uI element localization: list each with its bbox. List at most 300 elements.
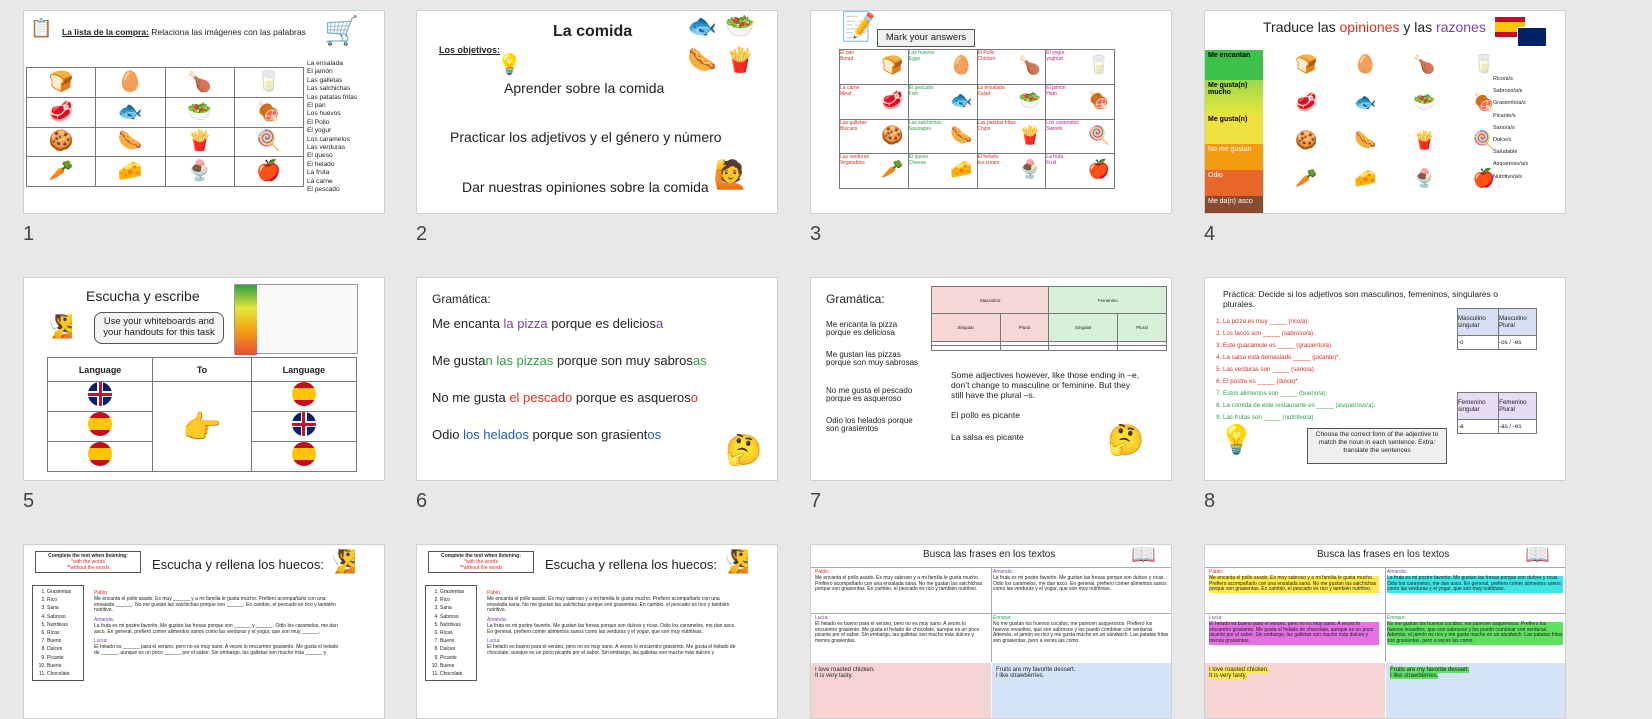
shopping-cart-icon: 🛒 bbox=[324, 15, 359, 46]
word-item: El pan bbox=[307, 102, 326, 110]
answer-cell bbox=[908, 50, 977, 85]
sweets-icon: 🍭 bbox=[1087, 124, 1110, 145]
cookies-icon: 🍪 bbox=[881, 124, 904, 145]
slide-number: 6 bbox=[416, 490, 428, 512]
text-enrique: Enrique: No me gustan los huevos cocidos, me parecen asquerosos. Prefiero los huevos revueltos, que son sabrosos y los puedo combinar con verduras. Además, el jamón es rico y me gusta mucho en un sándwich. Las patatas fritas son grasientas, pero a veces las como. bbox=[993, 615, 1169, 644]
word-bank-item: 1. Grasientas bbox=[440, 588, 474, 596]
fruit-icon: 🍎 bbox=[1472, 168, 1495, 188]
slide-cell-1 bbox=[23, 10, 385, 245]
shopping-list-icon: 📋 bbox=[30, 18, 53, 38]
spanish-word: La ensalada bbox=[977, 84, 1005, 91]
language-header-left: Language bbox=[48, 358, 153, 382]
meat-icon: 🥩 bbox=[881, 89, 904, 110]
meat-icon: 🥩 bbox=[1295, 92, 1318, 112]
slide-cell-7 bbox=[810, 277, 1172, 512]
language-table bbox=[47, 357, 357, 472]
spanish-word: Las verduras bbox=[840, 154, 869, 161]
english-word: Biscuits bbox=[840, 125, 858, 132]
slide-thumbnail-5[interactable] bbox=[23, 277, 385, 481]
word-bank-item: 11. Chocolate bbox=[440, 670, 474, 678]
opinion-row: Me da(n) asco bbox=[1205, 196, 1263, 214]
text-pablo: Pablo: Me encanta el pollo asado. Es muy sabroso y a mi familia le gusta mucho. Prefiero acompañarlo con una ensalada sana. No me gustan las salchichas porque son grasientas. En cambio, el pescado es rico y también nutritivo. bbox=[815, 569, 983, 593]
text-lucia: Lucía: El helado es bueno para el verano, pero no es muy sano. A veces lo encuentro grasiento. Me gusta el helado de chocolate, aunque es un poco picante por el sabor. Sin embargo, las galletas son mucho más dulces y menos grasientas. bbox=[815, 615, 980, 644]
example-sentence-2: Me gustan las pizzas porque son muy sabrosas bbox=[826, 350, 919, 367]
spanish-word: El helado bbox=[977, 154, 999, 161]
slide-thumbnail-9[interactable] bbox=[23, 544, 385, 719]
spanish-word: El queso bbox=[908, 154, 929, 161]
english-word: Eggs bbox=[908, 56, 921, 62]
opinion-row: Odio bbox=[1205, 170, 1263, 196]
food-cell bbox=[96, 97, 165, 127]
reason-item: Nutritivo/a/s bbox=[1493, 173, 1523, 180]
bread-icon: 🍞 bbox=[1295, 54, 1318, 74]
sweets-icon: 🍭 bbox=[256, 130, 282, 153]
slide-cell-9 bbox=[23, 544, 385, 719]
yogurt-icon: 🥛 bbox=[1472, 54, 1495, 74]
reading-person-icon: 📖 bbox=[1131, 544, 1156, 566]
word-item: El yogur bbox=[307, 127, 332, 135]
answer-cell bbox=[977, 50, 1046, 85]
spain-flag-icon bbox=[88, 442, 112, 466]
vegetables-icon: 🥕 bbox=[48, 160, 74, 183]
slide-cell-11 bbox=[810, 544, 1172, 719]
listening-texts: Pablo: Me encanta el pollo asado. Es muy sabroso y a mi familia le gusta mucho. Prefiero acompañarlo con una ensalada sana. No me gustan las salchichas porque son grasientas. En cambio, el pescado es rico y también nutritivo. Amanda: La fruta es mi postre favorito. Me gustan las fresas porque son dulces y ricas. Odio los caramelos, me dan asco. En general, prefiero comer alimentos sanos como las verduras y el yogur, que son muy nutritivas. Lucía: El helado es bueno para el verano, pero no es muy sano. A veces lo encuentro grasiento. Me gusta el helado de chocolate, aunque es un poco picante por el sabor. Sin embargo, las galletas son mucho más dulces y bbox=[487, 590, 736, 656]
slide-title: Práctica: Decide si los adjetivos son masculinos, femeninos, singulares o plurales. bbox=[1223, 289, 1498, 309]
spanish-word: Las patatas fritas bbox=[977, 119, 1016, 126]
word-item: La ensalada bbox=[307, 60, 343, 67]
flag-cell bbox=[251, 442, 356, 472]
objective-1: Aprender sobre la comida bbox=[504, 80, 665, 96]
word-item: Las verduras bbox=[307, 144, 346, 152]
practice-item: 8. La comida de este restaurante es _____ (asqueroso/a). bbox=[1223, 400, 1375, 412]
opinion-row: No me gustan bbox=[1205, 144, 1263, 170]
pointing-hand-icon: 👉 bbox=[153, 382, 252, 472]
grammar-line-1: Me encanta la pizza porque es deliciosa bbox=[432, 316, 664, 331]
slide-title: Gramática: bbox=[432, 292, 491, 306]
slide-thumbnail-11[interactable] bbox=[810, 544, 1172, 719]
text-amanda: Amanda: La fruta es mi postre favorito. Me gustan las fresas porque son dulces y ricas. Odio los caramelos, me dan asco. En general, prefiero comer alimentos sanos como las verduras y el yogur, que son muy nutritivas. bbox=[993, 569, 1167, 593]
reason-item: Asqueroso/a/s bbox=[1493, 161, 1529, 168]
word-item: El pescado bbox=[307, 186, 340, 194]
answer-cell bbox=[1046, 50, 1115, 85]
food-cell bbox=[234, 68, 303, 98]
eggs-icon: 🥚 bbox=[950, 55, 973, 75]
uk-flag-icon bbox=[1517, 27, 1547, 47]
objectives-label: Los objetivos: bbox=[439, 45, 501, 55]
translation-preview-image bbox=[234, 284, 358, 354]
food-cell bbox=[165, 68, 234, 98]
slide-number: 8 bbox=[1204, 490, 1216, 512]
word-item: Los huevos bbox=[307, 110, 341, 118]
opinion-column bbox=[1205, 50, 1263, 214]
answer-cell bbox=[908, 154, 977, 189]
spain-flag-icon bbox=[292, 382, 316, 406]
word-item: El Pollo bbox=[307, 118, 330, 126]
english-word: Sausages bbox=[908, 125, 931, 132]
chicken-icon: 🍗 bbox=[187, 70, 213, 93]
sausages-icon: 🌭 bbox=[687, 47, 717, 74]
food-cell bbox=[234, 157, 303, 187]
ice-cream-icon: 🍨 bbox=[187, 160, 213, 183]
objective-3: Dar nuestras opiniones sobre la comida bbox=[462, 179, 709, 195]
chips-icon: 🍟 bbox=[187, 130, 213, 153]
word-bank-item: 3. Sana bbox=[47, 604, 81, 612]
word-bank-item: 3. Sana bbox=[440, 604, 474, 612]
reading-person-icon: 📖 bbox=[1525, 544, 1550, 566]
spanish-word: La carne bbox=[840, 84, 860, 91]
example-sentence-4: Odio los helados porque son grasientos bbox=[826, 416, 913, 433]
ice-cream-icon: 🍨 bbox=[1413, 168, 1436, 188]
slide-thumbnail-7[interactable] bbox=[810, 277, 1172, 481]
text-amanda: Amanda: La fruta es mi postre favorito. Me gustan las fresas porque son dulces y ricas. Odio los caramelos, me dan asco. En general, prefiero comer alimentos sanos como las verduras y el yogur, que son muy nutritivas. bbox=[1387, 570, 1563, 593]
ham-icon: 🍖 bbox=[1472, 92, 1495, 112]
answer-table-body bbox=[840, 50, 1115, 189]
food-cell bbox=[27, 68, 96, 98]
spanish-word: El jamón bbox=[1046, 84, 1066, 91]
food-image-table-body bbox=[27, 68, 304, 187]
fruit-icon: 🍎 bbox=[1087, 159, 1110, 180]
masculine-table: Masculino singular Masculino Plural -o -os / -es bbox=[1457, 308, 1537, 350]
word-bank-item: 4. Sabroso bbox=[440, 613, 474, 621]
grammar-line-4: Odio los helados porque son grasientos bbox=[432, 427, 662, 442]
fish-icon: 🐟 bbox=[1354, 92, 1377, 112]
english-word: Ice cream bbox=[977, 160, 1000, 167]
whiteboard-note: Use your whiteboards and your handouts for this task bbox=[94, 312, 224, 344]
slide-title: Escucha y rellena los huecos: bbox=[545, 557, 717, 572]
slide-thumbnail-3[interactable] bbox=[810, 10, 1172, 214]
opinion-color-bar bbox=[235, 285, 257, 355]
vegetables-icon: 🥕 bbox=[1295, 168, 1318, 188]
spanish-word: El Pollo bbox=[977, 50, 995, 56]
practice-item: 2. Los tacos son _____ (sabroso/a). bbox=[1223, 328, 1375, 340]
word-bank-item: 11. Chocolate bbox=[47, 670, 81, 678]
practice-item: 9. Las frutas son _____ (nutritivo/a). bbox=[1223, 412, 1375, 424]
ice-cream-icon: 🍨 bbox=[1018, 159, 1042, 180]
phrase-box-2: Fruits are my favorite dessert. I like strawberries. bbox=[992, 663, 1172, 719]
slide-cell-12 bbox=[1204, 544, 1566, 719]
text-lucia: Lucía: El helado es bueno para el verano, pero no es muy sano. A veces lo encuentro grasiento. Me gusta el helado de chocolate, aunque es un poco picante por el sabor. Sin embargo, las galletas son mucho más dulces y menos grasientas. bbox=[1209, 616, 1379, 645]
learning-icon: 💡 bbox=[497, 54, 522, 76]
slide-cell-6 bbox=[416, 277, 778, 512]
uk-flag-icon bbox=[88, 382, 112, 406]
fish-icon: 🐟 bbox=[117, 100, 143, 123]
cookies-icon: 🍪 bbox=[1295, 130, 1318, 150]
spanish-word: Los caramelos bbox=[1046, 119, 1079, 126]
word-bank-item: 10. Bueno bbox=[440, 662, 474, 670]
food-grid bbox=[1295, 55, 1495, 207]
english-word: Ham bbox=[1046, 90, 1057, 97]
cheese-icon: 🧀 bbox=[1354, 168, 1377, 188]
slide-number: 3 bbox=[810, 223, 822, 245]
word-bank-item: 4. Sabroso bbox=[47, 613, 81, 621]
slide-thumbnail-12[interactable] bbox=[1204, 544, 1566, 719]
example-picante-2: La salsa es picante bbox=[951, 432, 1024, 442]
opinion-row: Me encantan bbox=[1205, 50, 1263, 80]
fish-icon: 🐟 bbox=[950, 89, 973, 110]
word-bank-item: 2. Rico bbox=[47, 596, 81, 604]
practice-list bbox=[1211, 316, 1375, 424]
thinking-student-icon: 🤔 bbox=[1107, 424, 1145, 457]
answer-cell bbox=[840, 154, 909, 189]
slide-thumbnail-10[interactable] bbox=[416, 544, 778, 719]
flag-cell bbox=[251, 412, 356, 442]
reason-item: Dulce/s bbox=[1493, 137, 1512, 144]
answer-cell bbox=[840, 50, 909, 85]
thinking-person-icon: 💡 bbox=[1219, 424, 1254, 455]
reason-item: Saludable bbox=[1493, 149, 1518, 156]
adjective-note: Some adjectives however, like those ending in –e, don’t change to masculine or feminine. But they still have the plural –s. bbox=[951, 370, 1140, 400]
practice-item: 7. Estos alimentos son _____ (bueno/a). bbox=[1223, 388, 1375, 400]
answer-cell bbox=[1046, 119, 1115, 154]
word-item: Las galletas bbox=[307, 76, 343, 84]
chicken-icon: 🍗 bbox=[1018, 55, 1042, 75]
instruction-box: Complete the text when listening: *with the words **without the words bbox=[428, 551, 534, 573]
slide-number: 4 bbox=[1204, 223, 1216, 245]
word-item: Los caramelos bbox=[307, 135, 350, 143]
slide-cell-4 bbox=[1204, 10, 1566, 245]
english-word: Chicken bbox=[977, 56, 996, 62]
english-word: Sweets bbox=[1046, 125, 1063, 132]
slide-title: Traduce las opiniones y las razones bbox=[1263, 19, 1486, 35]
word-bank-item: 8. Dulces bbox=[47, 645, 81, 653]
listening-texts: Pablo: Me encanta el pollo asado. Es muy ______ y a mi familia le gusta mucho. Prefiero acompañarlo con una ensalada ______. No me gustan las salchichas porque son ______. En cambio, el pescado es rico y también nutritivo. Amanda: La fruta es mi postre favorito. Me gustan las fresas porque son ______ y ______. Odio los caramelos, me dan asco. En general, prefiero comer alimentos sanos como las verduras y el yogur, que son muy ______. Lucía: El helado es ______ para el verano, pero no es muy sano. A veces lo encuentro grasiento. Me gusta el helado de ______, aunque es un poco ______ por el sabor. Sin embargo, las galletas son mucho más ______ y bbox=[94, 590, 339, 656]
gender-number-table: Masculino Femenino Singular Plural Singular Plural bbox=[931, 286, 1167, 351]
english-word: Cheese bbox=[908, 160, 926, 167]
reason-item: Grasiento/a/s bbox=[1493, 100, 1526, 107]
english-word: Meat bbox=[840, 90, 852, 97]
food-cell bbox=[96, 127, 165, 157]
reason-item: Picante/s bbox=[1493, 112, 1516, 119]
word-bank-item: 5. Nutritivas bbox=[440, 621, 474, 629]
slide-title: Gramática: bbox=[826, 292, 885, 306]
sausages-icon: 🌭 bbox=[950, 124, 973, 145]
word-bank-item: 9. Picante bbox=[47, 654, 81, 662]
bread-icon: 🍞 bbox=[881, 55, 904, 75]
slide-number: 5 bbox=[23, 490, 35, 512]
cheese-icon: 🧀 bbox=[950, 159, 973, 180]
spanish-word: Las salchichas bbox=[908, 119, 942, 126]
slide-number: 2 bbox=[416, 223, 428, 245]
grammar-line-3: No me gusta el pescado porque es asqueroso bbox=[432, 390, 698, 405]
cookies-icon: 🍪 bbox=[48, 130, 74, 153]
word-item: El helado bbox=[307, 160, 335, 168]
phrase-box-2: Fruits are my favorite dessert. I like strawberries. bbox=[1386, 663, 1566, 719]
word-bank-item: 10. Bueno bbox=[47, 662, 81, 670]
word-bank-item: 6. Ricas bbox=[440, 629, 474, 637]
practice-item: 4. La salsa está demasiado _____ (picante)*. bbox=[1223, 352, 1375, 364]
slide-cell-3 bbox=[810, 10, 1172, 245]
word-item: La fruta bbox=[307, 169, 330, 177]
english-word: Salad bbox=[977, 90, 991, 97]
sausages-icon: 🌭 bbox=[1354, 130, 1377, 150]
word-bank-item: 2. Rico bbox=[440, 596, 474, 604]
spain-flag-icon bbox=[88, 412, 112, 436]
chips-icon: 🍟 bbox=[725, 47, 755, 74]
word-bank-item: 7. Bueno bbox=[47, 637, 81, 645]
food-cell bbox=[27, 157, 96, 187]
food-cell bbox=[96, 157, 165, 187]
eggs-icon: 🥚 bbox=[1354, 54, 1377, 74]
sausages-icon: 🌭 bbox=[117, 130, 143, 153]
text-enrique: Enrique: No me gustan los huevos cocidos, me parecen asquerosos. Prefiero los huevos revueltos, que son sabrosos y los puedo combinar con verduras. Además, el jamón es rico y me gusta mucho en un sándwich. Las patatas fritas son grasientas, pero a veces las como. bbox=[1387, 615, 1563, 644]
slide-cell-10 bbox=[416, 544, 778, 719]
answer-cell bbox=[840, 84, 909, 119]
spanish-word: La fruta bbox=[1046, 154, 1064, 161]
vegetables-icon: 🥕 bbox=[881, 159, 904, 180]
answer-cell bbox=[977, 154, 1046, 189]
english-word: yoghurt bbox=[1046, 56, 1063, 62]
checklist-icon: 📝 bbox=[841, 11, 876, 42]
salad-icon: 🥗 bbox=[1018, 89, 1042, 110]
phrase-box-1: I love roasted chicken. It is very tasty. bbox=[811, 663, 991, 719]
reasons-list bbox=[1493, 73, 1528, 183]
slide-title: Escucha y rellena los huecos: bbox=[152, 557, 324, 572]
slide-title: Busca las frases en los textos bbox=[923, 549, 1056, 560]
listening-person-icon: 🧏 bbox=[46, 314, 74, 339]
reason-item: Sano/a/s bbox=[1493, 124, 1515, 131]
food-cell bbox=[27, 97, 96, 127]
food-cell bbox=[165, 157, 234, 187]
bread-icon: 🍞 bbox=[48, 70, 74, 93]
spanish-word: El yogur bbox=[1046, 50, 1065, 56]
word-item: El queso bbox=[307, 152, 333, 160]
slide-thumbnail-6[interactable] bbox=[416, 277, 778, 481]
spanish-word: Las galletas bbox=[840, 119, 867, 126]
sweets-icon: 🍭 bbox=[1472, 130, 1495, 150]
word-bank-item: 5. Nutritivas bbox=[47, 621, 81, 629]
word-item: Las salchichas bbox=[307, 85, 351, 93]
word-list bbox=[307, 60, 357, 195]
fruit-icon: 🍎 bbox=[256, 160, 282, 183]
spanish-word: Los huevos bbox=[908, 50, 935, 56]
chips-icon: 🍟 bbox=[1413, 130, 1436, 150]
listening-person-icon: 🧏 bbox=[722, 549, 750, 574]
slide-cell-2 bbox=[416, 10, 778, 245]
slide-cell-8 bbox=[1204, 277, 1566, 512]
spain-flag-icon bbox=[292, 442, 316, 466]
opinion-row: Me gusta(n) bbox=[1205, 114, 1263, 144]
meat-icon: 🥩 bbox=[48, 100, 74, 123]
answer-cell bbox=[1046, 154, 1115, 189]
eggs-icon: 🥚 bbox=[117, 70, 143, 93]
example-sentence-1: Me encanta la pizza porque es deliciosa bbox=[826, 320, 898, 337]
reason-item: Sabroso/a/s bbox=[1493, 88, 1523, 95]
word-bank-item: 7. Bueno bbox=[440, 637, 474, 645]
slide-thumbnail-2[interactable] bbox=[416, 10, 778, 214]
spanish-word: El pan bbox=[840, 50, 855, 56]
uk-flag-icon bbox=[292, 412, 316, 436]
word-item: La carne bbox=[307, 177, 333, 185]
spanish-word: El pescado bbox=[908, 84, 934, 91]
language-header-right: Language bbox=[251, 358, 356, 382]
food-cell bbox=[234, 127, 303, 157]
cheese-icon: 🧀 bbox=[117, 160, 143, 183]
feminine-table: Femenino singular Femenino Plural -a -as / -es bbox=[1457, 392, 1537, 434]
grammar-line-2: Me gustan las pizzas porque son muy sabrosas bbox=[432, 353, 707, 368]
listening-person-icon: 🧏 bbox=[329, 549, 357, 574]
food-cell bbox=[96, 68, 165, 98]
example-sentence-3: No me gusta el pescado porque es asqueroso bbox=[826, 386, 913, 403]
answer-cell bbox=[908, 119, 977, 154]
thinking-student-icon: 🤔 bbox=[725, 434, 763, 467]
ham-icon: 🍖 bbox=[1087, 89, 1110, 110]
slide-thumbnail-1[interactable] bbox=[23, 10, 385, 214]
to-header: To bbox=[153, 358, 252, 382]
opinion-row: Me gusta(n) mucho bbox=[1205, 80, 1263, 114]
flag-cell bbox=[48, 442, 153, 472]
word-item: Las patatas fritas bbox=[307, 93, 358, 101]
answer-cell bbox=[977, 119, 1046, 154]
slide-title: La lista de la compra: Relaciona las imágenes con las palabras bbox=[62, 27, 306, 37]
chips-icon: 🍟 bbox=[1018, 124, 1042, 145]
flag-cell bbox=[48, 412, 153, 442]
slide-thumbnail-8[interactable] bbox=[1204, 277, 1566, 481]
objective-2: Practicar los adjetivos y el género y número bbox=[450, 129, 722, 145]
slide-number: 1 bbox=[23, 223, 35, 245]
salad-icon: 🥗 bbox=[187, 100, 213, 123]
ham-icon: 🍖 bbox=[256, 100, 282, 123]
salad-icon: 🥗 bbox=[725, 13, 755, 40]
food-cell bbox=[27, 127, 96, 157]
word-bank-item: 6. Ricas bbox=[47, 629, 81, 637]
word-bank bbox=[425, 585, 477, 681]
english-word: Fruit bbox=[1046, 160, 1057, 167]
answer-cell bbox=[1046, 84, 1115, 119]
slide-title: Busca las frases en los textos bbox=[1317, 549, 1450, 560]
mark-answers-button[interactable]: Mark your answers bbox=[877, 29, 975, 47]
word-item: El jamón bbox=[307, 68, 333, 76]
slide-cell-5 bbox=[23, 277, 385, 512]
opinion-signs-icon: 🙋 bbox=[713, 159, 748, 190]
chicken-icon: 🍗 bbox=[1413, 54, 1436, 74]
slide-thumbnail-4[interactable] bbox=[1204, 10, 1566, 214]
salad-icon: 🥗 bbox=[1413, 92, 1436, 112]
answer-cell bbox=[840, 119, 909, 154]
english-word: Bread bbox=[840, 56, 854, 62]
example-picante-1: El pollo es picante bbox=[951, 410, 1020, 420]
slide-number: 7 bbox=[810, 490, 822, 512]
flag-cell bbox=[48, 382, 153, 412]
reason-item: Rico/a/s bbox=[1493, 76, 1513, 82]
fish-icon: 🐟 bbox=[687, 13, 717, 40]
food-cell bbox=[165, 127, 234, 157]
yogurt-icon: 🥛 bbox=[256, 70, 282, 93]
text-pablo: Pablo: Me encanta el pollo asado. Es muy sabroso y a mi familia le gusta mucho. Prefiero acompañarlo con una ensalada sana. No me gustan las salchichas porque son grasientas. En cambio, el pescado es rico y también nutritivo. bbox=[1209, 570, 1379, 593]
practice-item: 5. Las verduras son _____ (sano/a). bbox=[1223, 364, 1375, 376]
instruction-box: Complete the text when listening: *with the words **without the words bbox=[35, 551, 141, 573]
word-bank bbox=[32, 585, 84, 681]
food-cell bbox=[234, 97, 303, 127]
word-bank-item: 9. Picante bbox=[440, 654, 474, 662]
answer-cell bbox=[977, 84, 1046, 119]
phrase-box-1: I love roasted chicken. It is very tasty. bbox=[1205, 663, 1385, 719]
practice-item: 1. La pizza es muy _____ (rico/a). bbox=[1223, 316, 1375, 328]
slide-title: La comida bbox=[553, 23, 633, 40]
practice-item: 6. El postre es _____ (dulce)*. bbox=[1223, 376, 1375, 388]
word-bank-item: 8. Dulces bbox=[440, 645, 474, 653]
food-cell bbox=[165, 97, 234, 127]
english-word: Fish bbox=[908, 90, 919, 97]
answer-table bbox=[839, 49, 1115, 189]
slide-title: Escucha y escribe bbox=[86, 288, 200, 304]
instruction-box: Choose the correct form of the adjective to match the noun in each sentence. Extra: translate the sentences bbox=[1307, 428, 1447, 464]
practice-item: 3. Este guacamole es _____ (grasiento/a). bbox=[1223, 340, 1375, 352]
yogurt-icon: 🥛 bbox=[1087, 55, 1110, 75]
word-bank-item: 1. Grasientas bbox=[47, 588, 81, 596]
english-word: Chips bbox=[977, 125, 991, 132]
answer-cell bbox=[908, 84, 977, 119]
english-word: Vegetables bbox=[840, 160, 865, 167]
